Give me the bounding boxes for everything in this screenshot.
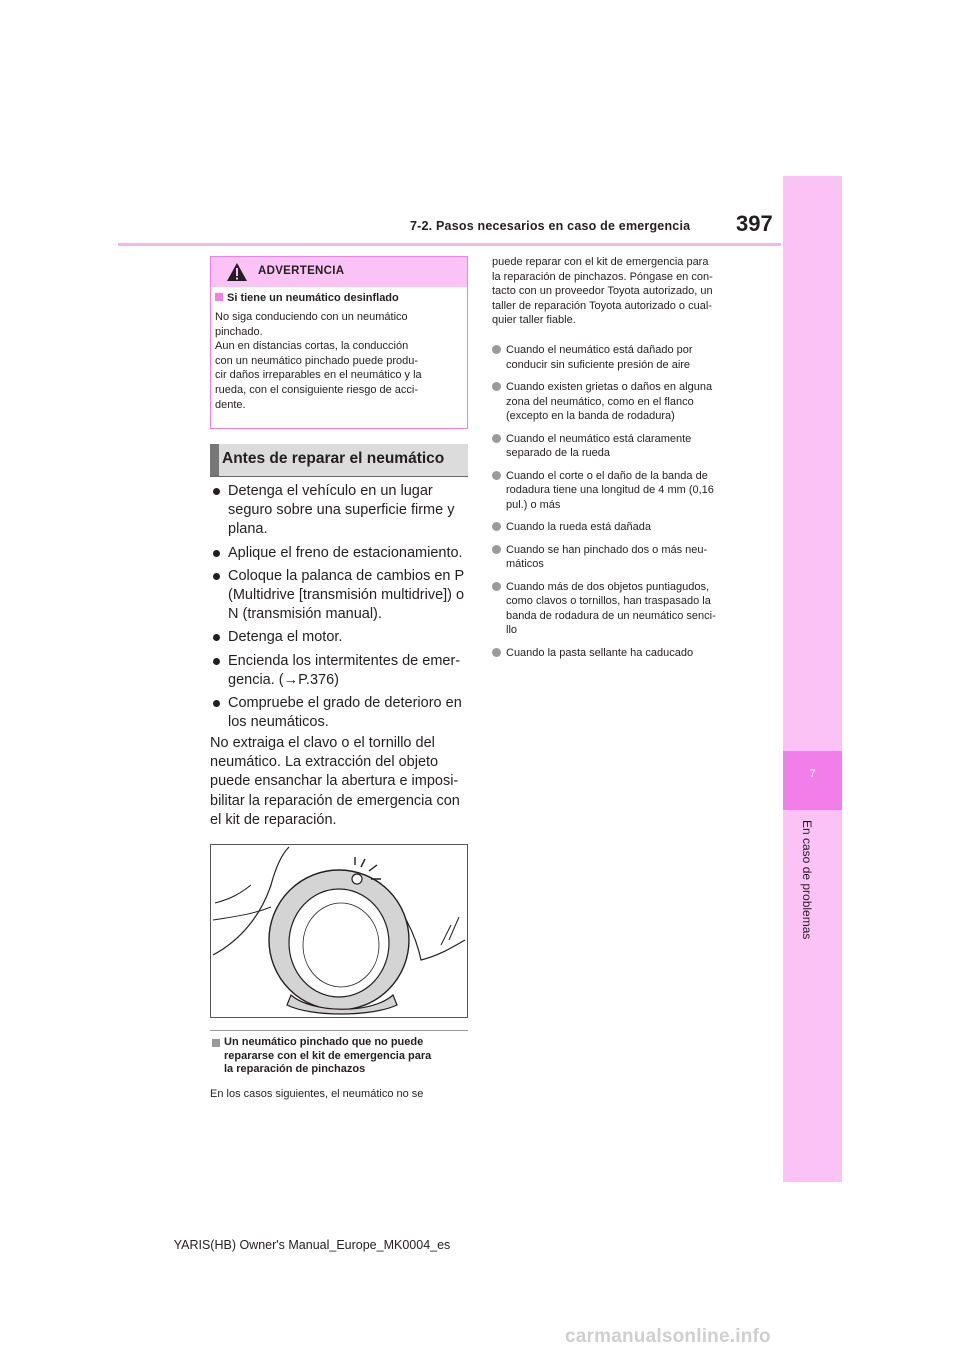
right-intro-text: puede reparar con el kit de emergencia para la reparación de pinchazos. Póngase en con- tacto con un proveedor Toyota autorizado, un taller de reparación Toyota autorizado o cual- quier taller fiable. <box>492 256 713 326</box>
bullet-dot-icon <box>213 634 220 641</box>
list-item: Cuando existen grietas o daños en alguna zona del neumático, como en el flanco (excepto en la banda de rodadura) <box>492 380 757 424</box>
body-paragraph: No extraiga el clavo o el tornillo del neumático. La extracción del objeto puede ensanchar la abertura e imposi- bilitar la reparación de emergencia con el kit de reparación. <box>210 735 460 828</box>
pink-square-icon <box>215 293 223 301</box>
gray-bullet-icon <box>492 522 501 531</box>
list-item: Coloque la palanca de cambios en P (Multidrive [transmisión multidrive]) o N (transmisión manual). <box>210 567 468 625</box>
warning-title: ADVERTENCIA <box>258 265 345 277</box>
gray-bullet-icon <box>492 471 501 480</box>
list-item: Cuando más de dos objetos puntiagudos, como clavos o tornillos, han traspasado la banda de rodadura de un neumático senci- llo <box>492 580 757 638</box>
warning-text: No siga conduciendo con un neumático pinchado. Aun en distancias cortas, la conducción con un neumático pinchado puede produ- cir daños irreparables en el neumático y la rueda, con el consiguiente riesgo de acci- dente. <box>215 311 422 411</box>
gray-bullet-icon <box>492 345 501 354</box>
gray-bullet-icon <box>492 582 501 591</box>
note-rule <box>210 1030 468 1031</box>
footer-text: YARIS(HB) Owner's Manual_Europe_MK0004_es <box>173 1238 451 1252</box>
header-rule <box>118 243 781 246</box>
warning-triangle-icon <box>226 262 248 287</box>
bullet-dot-icon <box>213 573 220 580</box>
conditions-list <box>492 343 757 668</box>
bullet-dot-icon <box>213 658 220 665</box>
gray-bullet-icon <box>492 545 501 554</box>
list-item: Cuando el corte o el daño de la banda de rodadura tiene una longitud de 4 mm (0,16 pul.) o más <box>492 469 757 513</box>
warning-subtitle <box>215 292 399 304</box>
footer <box>0 1238 960 1252</box>
list-item: Cuando se han pinchado dos o más neu- máticos <box>492 543 757 572</box>
chapter-number-box <box>783 751 842 810</box>
chapter-number: 7 <box>809 768 816 780</box>
note-title: Un neumático pinchado que no puede repararse con el kit de emergencia para la reparación de pinchazos <box>224 1036 432 1075</box>
bullet-dot-icon <box>213 550 220 557</box>
page-number: 397 <box>736 211 773 236</box>
list-item: Encienda los intermitentes de emer- gencia. (→P.376) <box>210 652 468 690</box>
list-item: Cuando la rueda está dañada <box>492 520 757 535</box>
list-item: Cuando el neumático está dañado por conducir sin suficiente presión de aire <box>492 343 757 372</box>
list-item: Cuando el neumático está claramente separado de la rueda <box>492 432 757 461</box>
section-heading: Antes de reparar el neumático <box>222 450 445 467</box>
note-text: En los casos siguientes, el neumático no se <box>210 1088 424 1100</box>
section-header: 7-2. Pasos necesarios en caso de emergencia <box>410 219 691 233</box>
chapter-title: En caso de problemas <box>800 820 814 940</box>
list-item: Aplique el freno de estacionamiento. <box>210 544 468 563</box>
bullet-dot-icon <box>213 700 220 707</box>
list-item: Compruebe el grado de deterioro en los neumáticos. <box>210 694 468 732</box>
list-item: Detenga el vehículo en un lugar seguro sobre una superficie firme y plana. <box>210 482 468 540</box>
watermark: carmanualsonline.info <box>565 1326 771 1347</box>
list-item: Detenga el motor. <box>210 628 468 647</box>
warning-subtitle-text: Si tiene un neumático desinflado <box>227 292 399 304</box>
section-rule <box>210 476 468 477</box>
list-item: Cuando la pasta sellante ha caducado <box>492 646 757 661</box>
flat-tire-illustration <box>210 844 468 1018</box>
gray-bullet-icon <box>492 648 501 657</box>
chapter-side-tab <box>783 176 842 1182</box>
bullet-dot-icon <box>213 488 220 495</box>
gray-bullet-icon <box>492 434 501 443</box>
procedure-list <box>210 482 468 736</box>
gray-bullet-icon <box>492 382 501 391</box>
